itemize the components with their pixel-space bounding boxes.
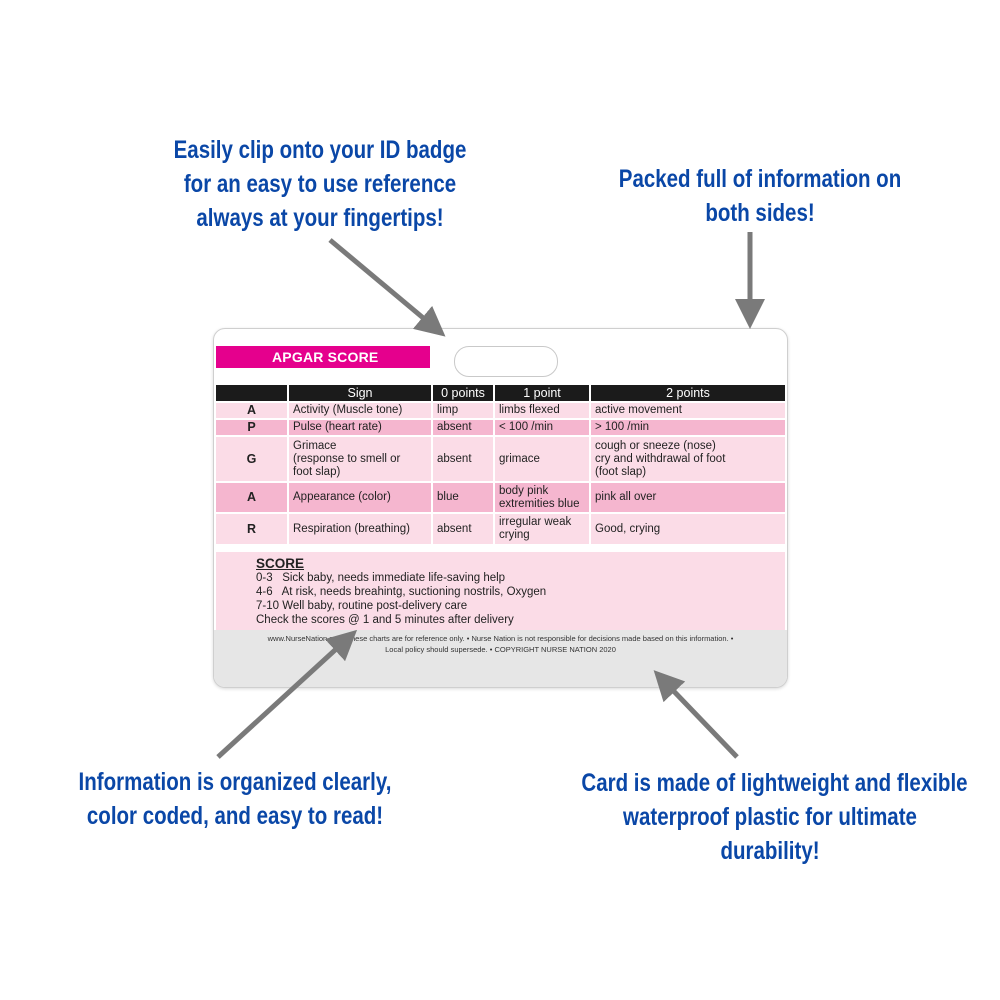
table-cell-two: Good, crying [590,513,785,544]
arrow-to-score-section [218,640,346,757]
table-cell-sign: Respiration (breathing) [288,513,432,544]
callout-line: color coded, and easy to read! [86,802,384,830]
callout-line: both sides! [705,199,815,227]
footer-line: www.NurseNation.net • These charts are for reference only. • Nurse Nation is not responsible for decisions made based on this information. • [267,634,734,643]
table-cell-zero: limp [432,402,494,419]
table-cell-one: body pink extremities blue [494,482,590,513]
table-cell-sign: Pulse (heart rate) [288,419,432,436]
table-header-cell: 0 points [432,385,494,402]
arrow-to-card-footer [664,681,737,757]
table-cell-one: < 100 /min [494,419,590,436]
callout-line: for an easy to use reference [183,170,457,198]
callout-line: Packed full of information on [618,165,902,193]
table-cell-one: limbs flexed [494,402,590,419]
table-header-cell: 1 point [494,385,590,402]
table-header-cell: 2 points [590,385,785,402]
arrow-to-clip-slot [330,240,434,327]
table-cell-sign: Activity (Muscle tone) [288,402,432,419]
table-cell-letter: P [216,419,288,436]
callout-line: waterproof plastic for ultimate [623,803,917,831]
score-line: 7-10 Well baby, routine post-delivery care [256,600,468,612]
score-line: 0-3 Sick baby, needs immediate life-saving help [256,572,506,584]
table-cell-letter: R [216,513,288,544]
callout-line: always at your fingertips! [196,204,444,232]
callout-line: Information is organized clearly, [78,768,392,796]
table-cell-two: pink all over [590,482,785,513]
card-title: APGAR SCORE [216,346,430,368]
score-heading: SCORE [256,556,305,571]
table-cell-letter: A [216,482,288,513]
table-cell-zero: absent [432,436,494,482]
table-cell-two: active movement [590,402,785,419]
table-cell-sign: Grimace (response to smell or foot slap) [288,436,432,482]
callout-line: durability! [720,837,820,865]
table-cell-one: grimace [494,436,590,482]
table-cell-one: irregular weak crying [494,513,590,544]
callout-line: Easily clip onto your ID badge [173,136,467,164]
table-cell-two: cough or sneeze (nose) cry and withdrawal of foot (foot slap) [590,436,785,482]
table-cell-zero: absent [432,513,494,544]
table-header-cell: Sign [288,385,432,402]
table-cell-zero: absent [432,419,494,436]
score-line: Check the scores @ 1 and 5 minutes after delivery [256,614,514,626]
callout-line: Card is made of lightweight and flexible [581,769,968,797]
table-cell-zero: blue [432,482,494,513]
footer-line: Local policy should supersede. • COPYRIGHT NURSE NATION 2020 [385,645,616,654]
table-cell-two: > 100 /min [590,419,785,436]
table-cell-sign: Appearance (color) [288,482,432,513]
score-line: 4-6 At risk, needs breahintg, suctioning nostrils, Oxygen [256,586,547,598]
table-cell-letter: G [216,436,288,482]
table-cell-letter: A [216,402,288,419]
